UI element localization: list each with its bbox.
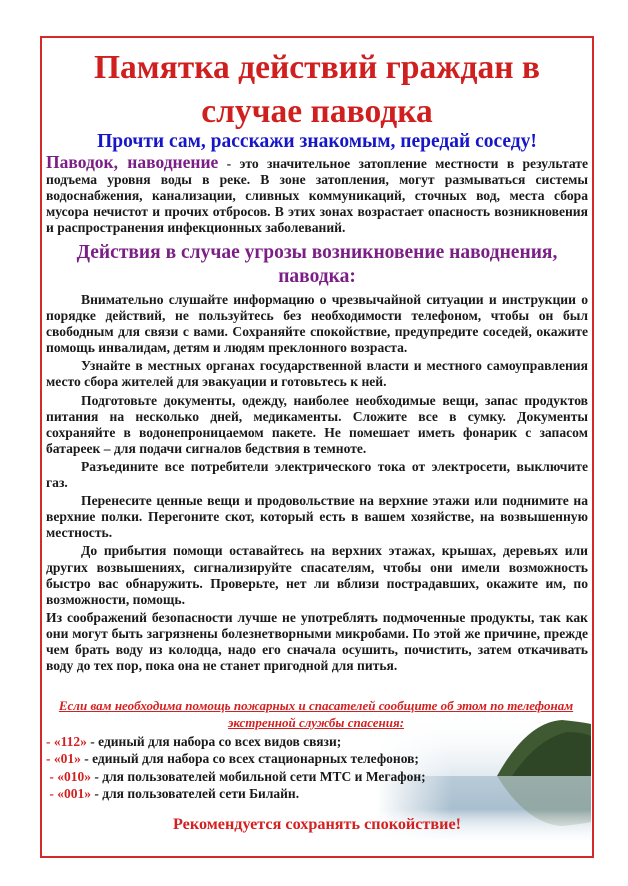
phone-description: - для пользователей сети Билайн. [91, 785, 300, 801]
phone-number: «01» [53, 751, 81, 767]
intro-lead: Паводок, наводнение [46, 152, 219, 172]
phone-prefix: - [46, 768, 58, 784]
action-paragraph: Перенесите ценные вещи и продовольствие на верхние этажи или поднимите на верхние полки. Перегоните скот, который есть в вашем хозяйстве, на возвышенную местность. [46, 493, 588, 541]
phone-item-112 [46, 733, 486, 750]
intro-paragraph [46, 154, 588, 236]
hotline-notice: Если вам необходима помощь пожарных и спасателей сообщите об этом по телефонам экстренной службы спасения: [58, 698, 574, 730]
phone-number: «112» [53, 734, 87, 749]
actions-list [46, 292, 588, 676]
phone-number: «001» [57, 785, 91, 801]
phone-item-010 [46, 768, 486, 785]
phone-item-01 [46, 750, 486, 767]
footer-note: Рекомендуется сохранять спокойствие! [172, 815, 462, 833]
phone-prefix: - [46, 751, 54, 767]
phone-number: «010» [57, 768, 91, 784]
section-title: Действия в случае угрозы возникновение наводнения, паводка: [76, 242, 558, 287]
intro-text: - это значительное затопление местности в результате подъема уровня воды в реке. В зоне затопления, могут размываться системы водоснабжения, канализации, сливных коммуникаций, сточных вод, места сбора мусора нечистот и прочих отбросов. В этих зонах возрастает опасность возникновения и распространения инфекционных заболеваний. [46, 156, 588, 236]
phone-list [46, 733, 486, 802]
phone-description: - для пользователей мобильной сети МТС и Мегафон; [91, 768, 426, 784]
phone-description: - единый для набора со всех видов связи; [86, 734, 342, 749]
action-paragraph: Подготовьте документы, одежду, наиболее необходимые вещи, запас продуктов питания на несколько дней, медикаменты. Сложите все в сумку. Документы сохраняйте в водонепроницаемом пакете. Не помешает иметь фонарик с запасом батареек – для подачи сигналов бедствия в темноте. [46, 392, 588, 456]
action-paragraph: До прибытия помощи оставайтесь на верхних этажах, крышах, деревьях или других возвышениях, сигнализируйте спасателям, чтобы они имели возможность быстро вас обнаружить. Проверьте, нет ли вблизи пострадавших, окажите им, по возможности, помощь. [46, 543, 588, 607]
page-title: Памятка действий граждан в случае паводка [94, 49, 540, 130]
phone-description: - единый для набора со всех стационарных телефонов; [80, 751, 419, 767]
action-paragraph: Внимательно слушайте информацию о чрезвычайной ситуации и инструкции о порядке действий, не пользуйтесь без необходимости телефоном, чтобы он был свободным для связи с вами. Сохраняйте спокойствие, предупредите соседей, окажите помощь инвалидам, детям и людям преклонного возраста. [46, 292, 588, 356]
safety-paragraph: Из соображений безопасности лучше не употреблять подмоченные продукты, так как они могут быть загрязнены болезнетворными микробами. По этой же причине, прежде чем брать воду из колодца, надо его сначала осушить, почистить, затем откачивать воду до тех пор, пока она не станет пригодной для питья. [46, 609, 588, 674]
action-paragraph: Узнайте в местных органах государственной власти и местного самоуправления место сбора жителей для эвакуации и готовьтесь к ней. [46, 358, 588, 390]
page-subtitle: Прочти сам, расскажи знакомым, передай соседу! [97, 131, 537, 152]
phone-prefix: - [46, 734, 54, 749]
phone-prefix: - [46, 785, 58, 801]
phone-item-001 [46, 785, 486, 802]
action-paragraph: Разъедините все потребители электрического тока от электросети, выключите газ. [46, 458, 588, 491]
